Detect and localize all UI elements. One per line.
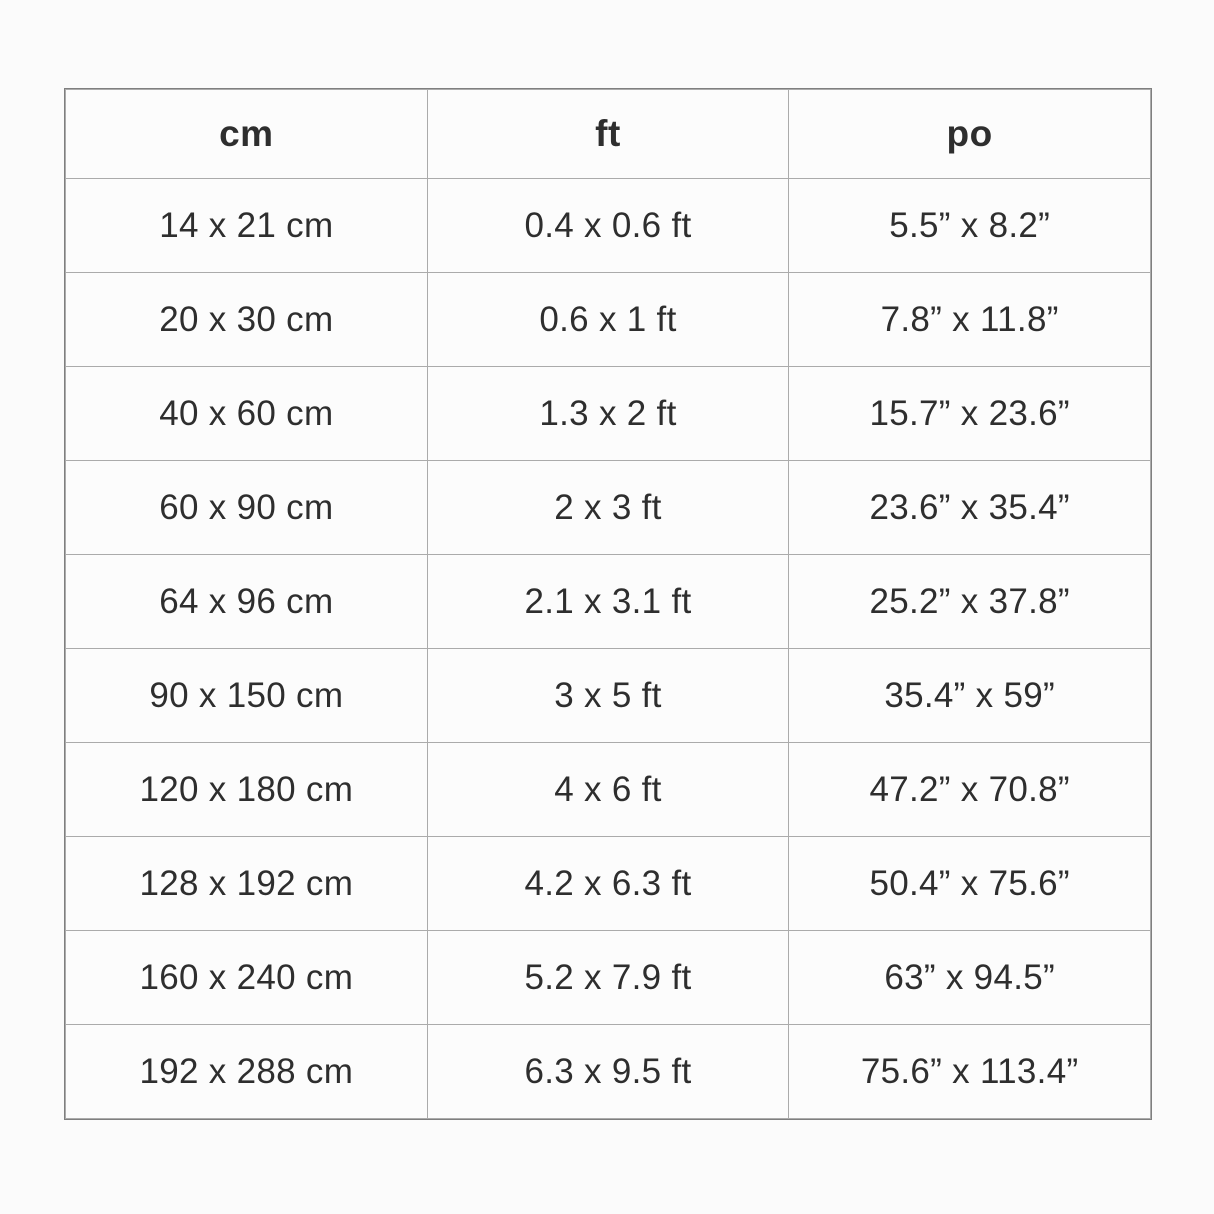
column-header-ft: ft xyxy=(427,90,789,179)
cell-po: 63” x 94.5” xyxy=(789,931,1151,1025)
cell-cm: 128 x 192 cm xyxy=(66,837,428,931)
cell-po: 47.2” x 70.8” xyxy=(789,743,1151,837)
cell-cm: 40 x 60 cm xyxy=(66,367,428,461)
cell-ft: 5.2 x 7.9 ft xyxy=(427,931,789,1025)
cell-ft: 0.6 x 1 ft xyxy=(427,273,789,367)
cell-cm: 64 x 96 cm xyxy=(66,555,428,649)
cell-cm: 90 x 150 cm xyxy=(66,649,428,743)
table-header xyxy=(66,90,1151,179)
cell-cm: 14 x 21 cm xyxy=(66,179,428,273)
column-header-po: po xyxy=(789,90,1151,179)
cell-ft: 1.3 x 2 ft xyxy=(427,367,789,461)
table-row xyxy=(66,649,1151,743)
table-row xyxy=(66,1025,1151,1119)
column-header-cm: cm xyxy=(66,90,428,179)
cell-ft: 3 x 5 ft xyxy=(427,649,789,743)
header-row xyxy=(66,90,1151,179)
cell-cm: 192 x 288 cm xyxy=(66,1025,428,1119)
table-row xyxy=(66,555,1151,649)
cell-cm: 160 x 240 cm xyxy=(66,931,428,1025)
cell-ft: 0.4 x 0.6 ft xyxy=(427,179,789,273)
table-row xyxy=(66,179,1151,273)
cell-po: 35.4” x 59” xyxy=(789,649,1151,743)
table-row xyxy=(66,837,1151,931)
table-row xyxy=(66,461,1151,555)
cell-po: 23.6” x 35.4” xyxy=(789,461,1151,555)
table-row xyxy=(66,273,1151,367)
conversion-table xyxy=(65,89,1151,1119)
cell-po: 50.4” x 75.6” xyxy=(789,837,1151,931)
cell-po: 75.6” x 113.4” xyxy=(789,1025,1151,1119)
cell-po: 7.8” x 11.8” xyxy=(789,273,1151,367)
cell-cm: 20 x 30 cm xyxy=(66,273,428,367)
table-row xyxy=(66,743,1151,837)
table-row xyxy=(66,931,1151,1025)
cell-po: 25.2” x 37.8” xyxy=(789,555,1151,649)
cell-ft: 4.2 x 6.3 ft xyxy=(427,837,789,931)
cell-po: 5.5” x 8.2” xyxy=(789,179,1151,273)
cell-po: 15.7” x 23.6” xyxy=(789,367,1151,461)
cell-cm: 120 x 180 cm xyxy=(66,743,428,837)
cell-ft: 6.3 x 9.5 ft xyxy=(427,1025,789,1119)
cell-ft: 4 x 6 ft xyxy=(427,743,789,837)
table-body xyxy=(66,179,1151,1119)
cell-cm: 60 x 90 cm xyxy=(66,461,428,555)
cell-ft: 2 x 3 ft xyxy=(427,461,789,555)
cell-ft: 2.1 x 3.1 ft xyxy=(427,555,789,649)
table-row xyxy=(66,367,1151,461)
size-conversion-table xyxy=(64,88,1152,1120)
